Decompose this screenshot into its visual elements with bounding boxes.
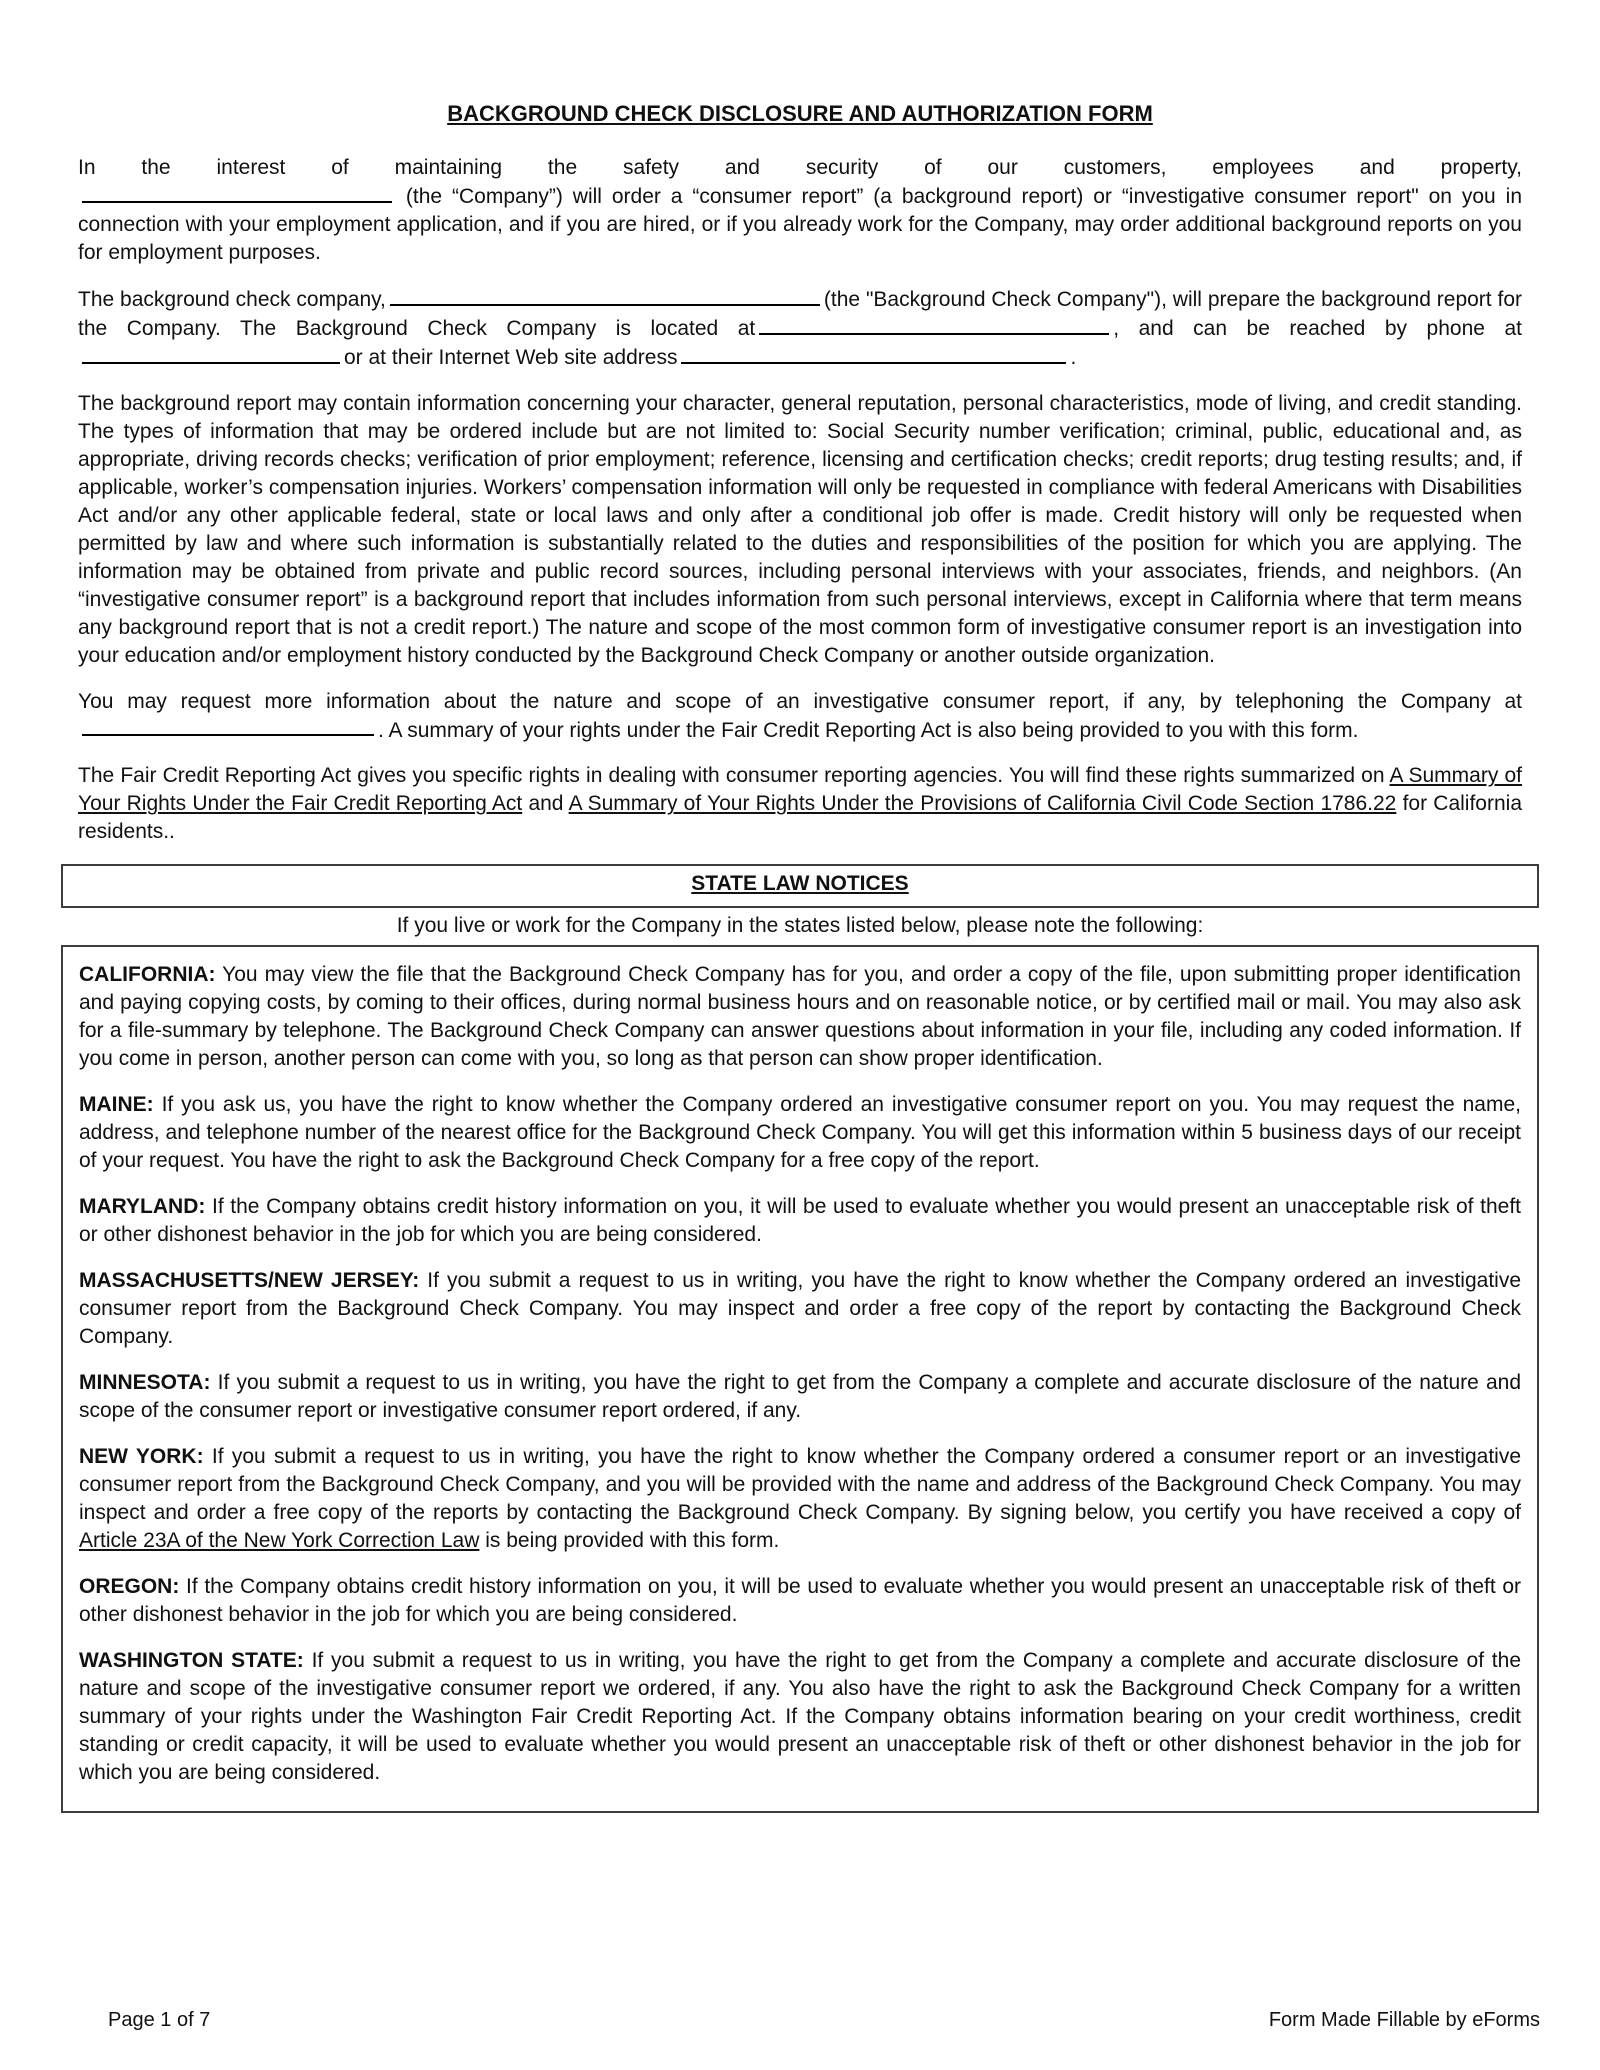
intro-p2-text-2: (the "Background Check Company"), will prepare the background report for the Company. The Background Check Company is located at bbox=[78, 287, 1523, 340]
intro-p1-text-after-blank: (the “Company”) will order a “consumer report” (a background report) or “investigative consumer report" on you in connection with your employment application, and if you are hired, or if you already work for the Company, may order additional background reports on you for employment purposes. bbox=[78, 184, 1522, 264]
company-telephone-blank[interactable] bbox=[82, 716, 374, 737]
website-address-blank[interactable] bbox=[681, 343, 1066, 364]
state-text-maine: If you ask us, you have the right to know whether the Company ordered an investigative consumer report on you. You may request the name, address, and telephone number of the nearest office for the Background Check Company. You will get this information within 5 business days of our receipt of your request. You have the right to ask the Background Check Company for a free copy of the report. bbox=[79, 1093, 1521, 1173]
state-text-california: You may view the file that the Background Check Company has for you, and order a copy of the file, upon submitting proper identification and paying copying costs, by coming to their offices, during normal business hours and on reasonable notice, or by certified mail or mail. You may also ask for a file-summary by telephone. The Background Check Company can answer questions about information in your file, including any coded information. If you come in person, another person can come with you, so long as that person can show proper identification. bbox=[79, 963, 1521, 1071]
state-text-minnesota: If you submit a request to us in writing, you have the right to get from the Company a complete and accurate disclosure of the nature and scope of the consumer report or investigative consumer report ordered, if any. bbox=[79, 1371, 1521, 1423]
state-text-massachusetts-new-jersey: If you submit a request to us in writing, you have the right to know whether the Company ordered an investigative consumer report from the Background Check Company. You may inspect and order a free copy of the report by contacting the Background Check Company. bbox=[79, 1269, 1522, 1349]
intro-p2-text-1: The background check company, bbox=[78, 287, 386, 311]
state-notice-minnesota bbox=[79, 1369, 1521, 1425]
phone-number-blank[interactable] bbox=[82, 343, 340, 364]
state-label-washington-state: WASHINGTON STATE: bbox=[79, 1649, 304, 1673]
intro-p2-text-3: , and can be reached by phone at bbox=[1113, 316, 1522, 340]
state-label-california: CALIFORNIA: bbox=[79, 963, 216, 987]
intro-p2-text-5: . bbox=[1070, 345, 1077, 369]
state-label-maryland: MARYLAND: bbox=[79, 1195, 206, 1219]
state-label-oregon: OREGON: bbox=[79, 1575, 180, 1599]
state-notices-box bbox=[61, 945, 1539, 1813]
intro-paragraph-1 bbox=[78, 182, 1522, 267]
state-text-maryland: If the Company obtains credit history information on you, it will be used to evaluate whether you would present an unacceptable risk of theft or other dishonest behavior in the job for which you are being considered. bbox=[79, 1195, 1521, 1247]
state-notice-washington-state bbox=[79, 1647, 1521, 1787]
intro-p5-text-2: and bbox=[528, 792, 564, 816]
state-notice-maine bbox=[79, 1091, 1521, 1175]
state-notice-new-york bbox=[79, 1443, 1521, 1555]
state-law-notices-heading: STATE LAW NOTICES bbox=[691, 872, 909, 896]
state-text-washington-state: If you submit a request to us in writing, you have the right to get from the Company a complete and accurate disclosure of the nature and scope of the investigative consumer report we ordered, if any. You also have the right to ask the Background Check Company for a written summary of your rights under the Washington Fair Credit Reporting Act. If the Company obtains information bearing on your credit worthiness, credit standing or credit capacity, it will be used to evaluate whether you would present an unacceptable risk of theft or other dishonest behavior in the job for which you are being considered. bbox=[79, 1649, 1521, 1785]
state-label-maine: MAINE: bbox=[79, 1093, 154, 1117]
intro-p4-text-before-blank: You may request more information about the nature and scope of an investigative consumer report, if any, by telephoning the Company at bbox=[78, 689, 1522, 713]
intro-paragraph-4-line1 bbox=[78, 688, 1522, 716]
company-address-blank[interactable] bbox=[759, 314, 1109, 335]
state-label-new-york: NEW YORK: bbox=[79, 1445, 204, 1469]
intro-p5-text-1: The Fair Credit Reporting Act gives you specific rights in dealing with consumer reporting agencies. You will find these rights summarized on bbox=[78, 764, 1385, 788]
intro-paragraph-5 bbox=[78, 762, 1522, 846]
state-text-new-york-post: is being provided with this form. bbox=[485, 1529, 780, 1553]
fcra-rights-summary-link: A Summary of Your Rights Under the Fair Credit Reporting Act bbox=[78, 764, 1522, 816]
state-text-new-york-pre: If you submit a request to us in writing, you have the right to know whether the Company ordered a consumer report or an investigative consumer report from the Background Check Company, and you will be provided with the name and address of the Background Check Company. You may inspect and order a free copy of the reports by contacting the Background Check Company. By signing below, you certify you have received a copy of bbox=[79, 1445, 1521, 1525]
california-civil-code-summary-link: A Summary of Your Rights Under the Provisions of California Civil Code Section 1786.22 bbox=[568, 792, 1397, 816]
state-law-notices-header-box bbox=[61, 864, 1539, 908]
state-notice-maryland bbox=[79, 1193, 1521, 1249]
intro-p4-text-after-blank: . A summary of your rights under the Fair Credit Reporting Act is also being provided to you with this form. bbox=[378, 718, 1359, 742]
intro-paragraph-4 bbox=[78, 716, 1522, 745]
state-notice-oregon bbox=[79, 1573, 1521, 1629]
intro-p2-text-4: or at their Internet Web site address bbox=[344, 345, 678, 369]
company-name-blank[interactable] bbox=[82, 182, 392, 203]
form-title: BACKGROUND CHECK DISCLOSURE AND AUTHORIZATION FORM bbox=[447, 101, 1153, 126]
state-notice-california bbox=[79, 961, 1521, 1073]
intro-paragraph-3: The background report may contain information concerning your character, general reputation, personal characteristics, mode of living, and credit standing. The types of information that may be ordered include but are not limited to: Social Security number verification; criminal, public, educational and, as appropriate, driving records checks; verification of prior employment; reference, licensing and certification checks; credit reports; drug testing results; and, if applicable, worker’s compensation injuries. Workers’ compensation information will only be requested in compliance with federal Americans with Disabilities Act and/or any other applicable federal, state or local laws and only after a conditional job offer is made. Credit history will only be requested when permitted by law and where such information is substantially related to the duties and responsibilities of the position for which you are applying. The information may be obtained from private and public record sources, including personal interviews with your associates, friends, and neighbors. (An “investigative consumer report” is a background report that includes information from such personal interviews, except in California where that term means any background report that is not a credit report.) The nature and scope of the most common form of investigative consumer report is an investigation into your education and/or employment history conducted by the Background Check Company or another outside organization. bbox=[78, 391, 1522, 667]
state-notice-massachusetts-new-jersey bbox=[79, 1267, 1521, 1351]
eforms-credit: Form Made Fillable by eForms bbox=[1268, 2009, 1540, 2031]
article-23a-new-york-correction-law-link: Article 23A of the New York Correction Law bbox=[79, 1529, 480, 1553]
state-label-minnesota: MINNESOTA: bbox=[79, 1371, 211, 1395]
state-notices-intro-line: If you live or work for the Company in the states listed below, please note the following: bbox=[396, 914, 1204, 938]
state-text-oregon: If the Company obtains credit history information on you, it will be used to evaluate whether you would present an unacceptable risk of theft or other dishonest behavior in the job for which you are being considered. bbox=[79, 1575, 1521, 1627]
state-label-massachusetts-new-jersey: MASSACHUSETTS/NEW JERSEY: bbox=[79, 1269, 420, 1293]
intro-p1-text-before-blank: In the interest of maintaining the safety and security of our customers, employees and property, bbox=[78, 156, 1522, 179]
background-check-company-name-blank[interactable] bbox=[390, 285, 820, 306]
intro-paragraph-2 bbox=[78, 285, 1522, 372]
intro-paragraph-1-line1 bbox=[78, 154, 1522, 182]
intro-p5-text-3: for California residents.. bbox=[78, 792, 1522, 844]
page-number: Page 1 of 7 bbox=[108, 2009, 211, 2031]
